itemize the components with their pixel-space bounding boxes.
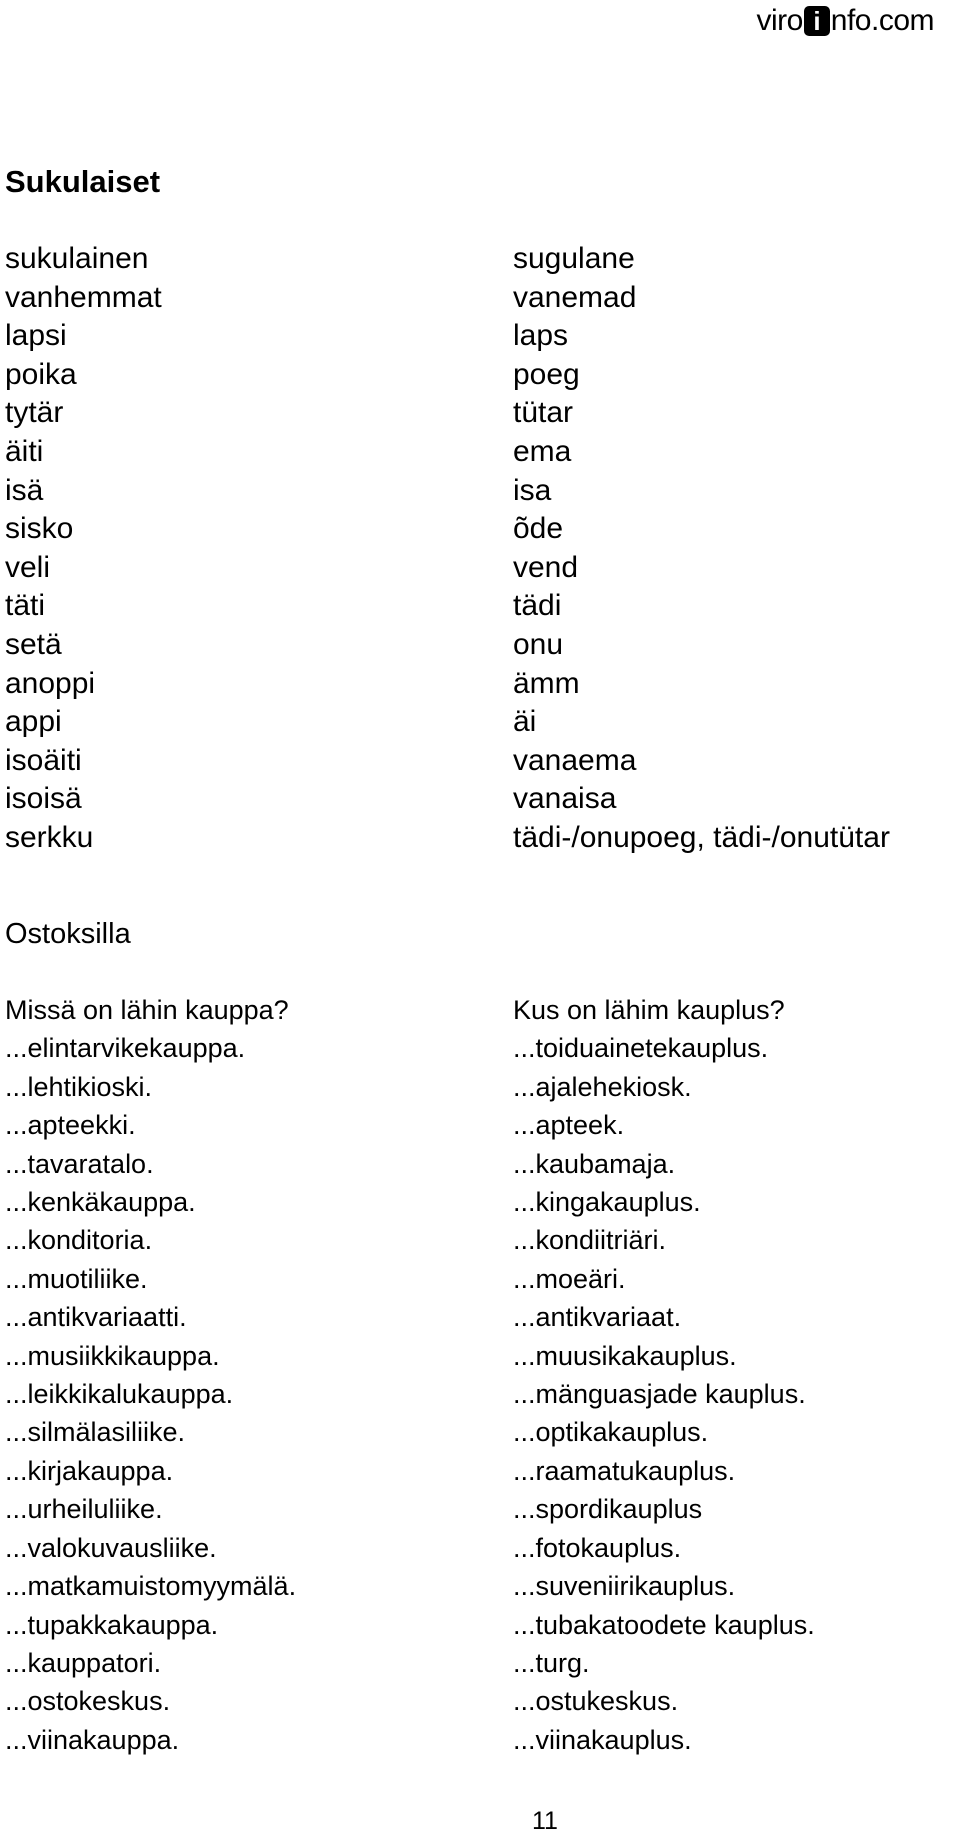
finnish-word: serkku (5, 820, 94, 854)
finnish-phrase: ...urheiluliike. (5, 1494, 163, 1525)
estonian-phrase: ...ajalehekiosk. (513, 1071, 692, 1102)
estonian-phrase: ...raamatukauplus. (513, 1455, 736, 1486)
finnish-phrase: ...apteekki. (5, 1110, 136, 1141)
estonian-word: tütar (513, 396, 574, 430)
estonian-shopping-phrase-list (513, 991, 815, 1759)
finnish-word: sukulainen (5, 242, 149, 275)
estonian-word: äi (513, 705, 537, 739)
finnish-phrase: ...antikvariaatti. (5, 1302, 187, 1333)
finnish-phrase: ...muotiliike. (5, 1263, 148, 1294)
finnish-phrase: ...matkamuistomyymälä. (5, 1571, 297, 1602)
estonian-word: õde (513, 512, 564, 546)
finnish-phrase: ...tavaratalo. (5, 1148, 154, 1179)
finnish-phrase: ...kenkäkauppa. (5, 1187, 196, 1218)
finnish-word: tytär (5, 396, 64, 430)
finnish-word: sisko (5, 512, 74, 546)
estonian-phrase: ...muusikakauplus. (513, 1340, 737, 1371)
finnish-word: setä (5, 627, 62, 661)
finnish-phrase: ...viinakauppa. (5, 1724, 180, 1755)
estonian-phrase: ...kaubamaja. (513, 1148, 676, 1179)
estonian-phrase: ...apteek. (513, 1110, 625, 1141)
estonian-phrase: ...fotokauplus. (513, 1532, 682, 1563)
finnish-phrase: ...valokuvausliike. (5, 1532, 217, 1563)
finnish-word: äiti (5, 434, 44, 468)
finnish-phrase: ...silmälasiliike. (5, 1417, 186, 1448)
estonian-phrase: Kus on lähim kauplus? (513, 995, 785, 1025)
estonian-phrase: ...spordikauplus (513, 1494, 703, 1525)
estonian-word: laps (513, 319, 569, 353)
info-icon: i (804, 6, 830, 36)
logo-text-right: nfo.com (830, 4, 934, 37)
estonian-word: ämm (513, 666, 580, 700)
finnish-word: isä (5, 473, 44, 507)
estonian-phrase: ...moeäri. (513, 1263, 626, 1294)
finnish-word: isoäiti (5, 743, 82, 777)
estonian-phrase: ...tubakatoodete kauplus. (513, 1609, 815, 1640)
finnish-family-word-list (5, 240, 162, 858)
estonian-phrase: ...mänguasjade kauplus. (513, 1379, 806, 1410)
logo-text-left: viro (756, 4, 803, 37)
estonian-word: vanemad (513, 280, 637, 314)
finnish-phrase: Missä on lähin kauppa? (5, 995, 289, 1025)
estonian-family-word-list (513, 240, 890, 858)
site-logo (756, 4, 934, 38)
estonian-word: vanaema (513, 743, 637, 777)
finnish-phrase: ...ostokeskus. (5, 1686, 171, 1717)
estonian-word: ema (513, 434, 572, 468)
estonian-word: poeg (513, 357, 580, 391)
finnish-word: lapsi (5, 319, 67, 353)
estonian-phrase: ...suveniirikauplus. (513, 1571, 736, 1602)
estonian-phrase: ...turg. (513, 1647, 590, 1678)
finnish-phrase: ...musiikkikauppa. (5, 1340, 220, 1371)
estonian-phrase: ...viinakauplus. (513, 1724, 692, 1755)
finnish-phrase: ...tupakkakauppa. (5, 1609, 219, 1640)
finnish-phrase: ...elintarvikekauppa. (5, 1033, 246, 1064)
estonian-phrase: ...ostukeskus. (513, 1686, 679, 1717)
page-number: 11 (532, 1807, 558, 1835)
estonian-word: isa (513, 473, 552, 507)
finnish-word: poika (5, 357, 77, 391)
finnish-shopping-phrase-list (5, 991, 296, 1759)
estonian-phrase: ...kingakauplus. (513, 1187, 701, 1218)
estonian-word: tädi (513, 589, 562, 623)
finnish-phrase: ...kirjakauppa. (5, 1455, 174, 1486)
finnish-word: täti (5, 589, 46, 623)
finnish-word: vanhemmat (5, 280, 162, 314)
finnish-word: veli (5, 550, 51, 584)
section-title-ostoksilla: Ostoksilla (5, 918, 131, 950)
finnish-phrase: ...lehtikioski. (5, 1071, 153, 1102)
estonian-phrase: ...optikakauplus. (513, 1417, 709, 1448)
finnish-phrase: ...leikkikalukauppa. (5, 1379, 234, 1410)
estonian-word: sugulane (513, 242, 635, 275)
estonian-phrase: ...toiduainetekauplus. (513, 1033, 769, 1064)
finnish-word: isoisä (5, 782, 82, 816)
section-title-sukulaiset: Sukulaiset (5, 164, 161, 199)
estonian-phrase: ...antikvariaat. (513, 1302, 682, 1333)
estonian-word: onu (513, 627, 564, 661)
finnish-phrase: ...kauppatori. (5, 1647, 162, 1678)
finnish-phrase: ...konditoria. (5, 1225, 153, 1256)
estonian-word: tädi-/onupoeg, tädi-/onutütar (513, 820, 890, 854)
finnish-word: anoppi (5, 666, 96, 700)
estonian-word: vend (513, 550, 579, 584)
estonian-phrase: ...kondiitriäri. (513, 1225, 667, 1256)
finnish-word: appi (5, 705, 62, 739)
estonian-word: vanaisa (513, 782, 617, 816)
